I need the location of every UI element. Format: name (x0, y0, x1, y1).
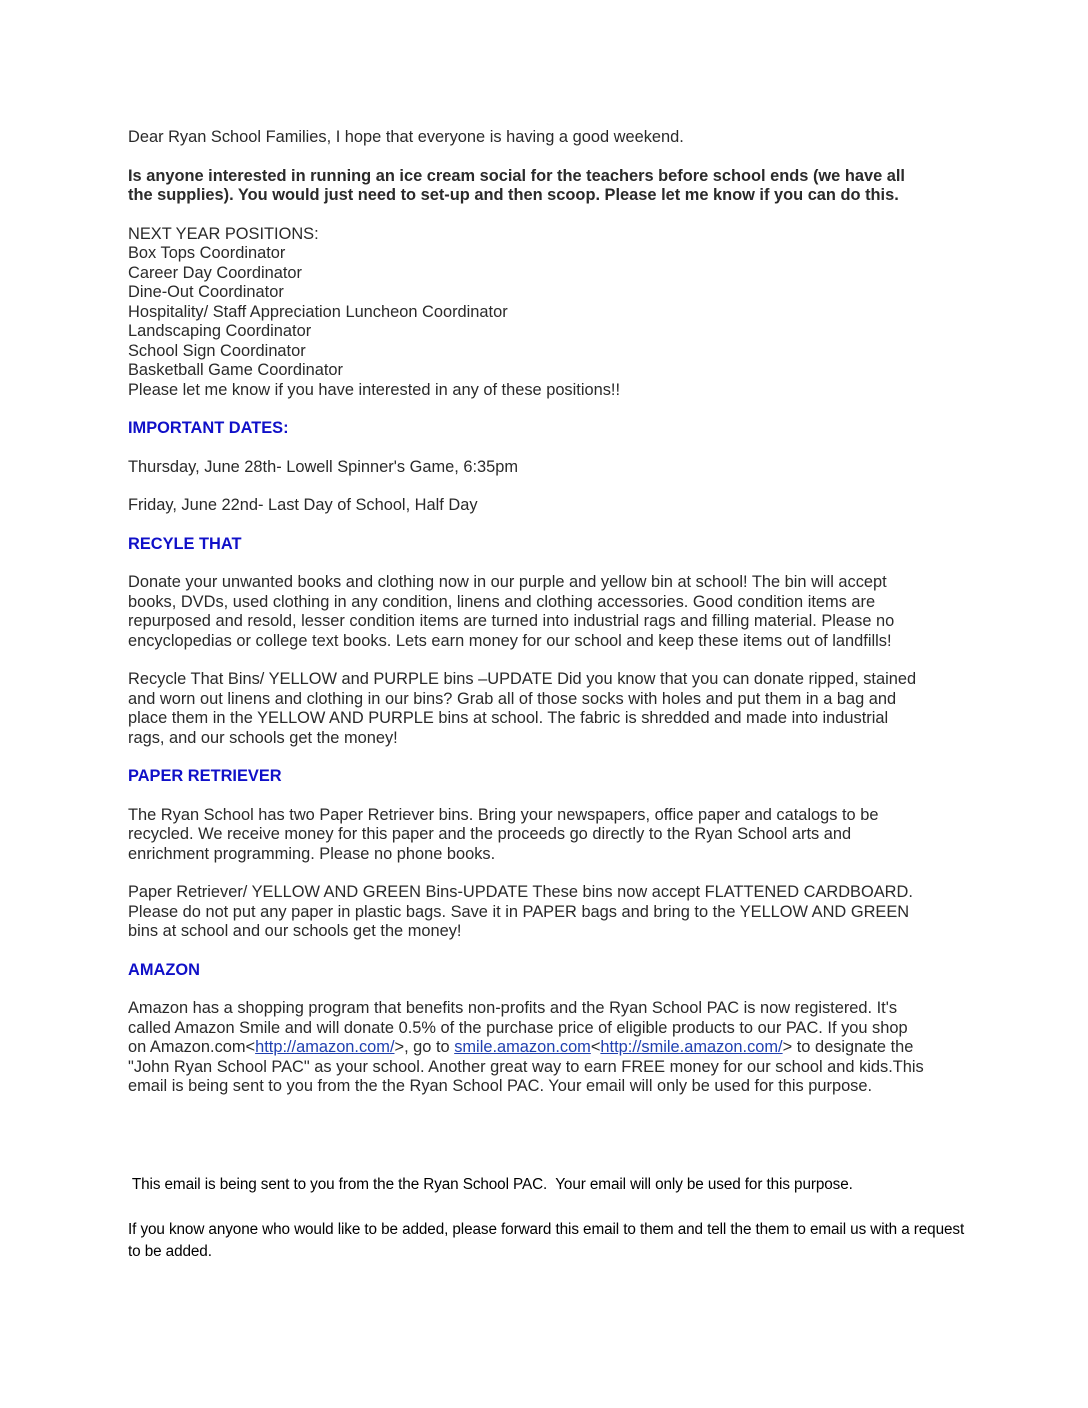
position-item: Career Day Coordinator (128, 263, 302, 282)
smile-amazon-url-link[interactable]: http://smile.amazon.com/ (600, 1038, 783, 1056)
important-dates-heading: IMPORTANT DATES: (128, 419, 289, 437)
amazon-text: >, go to (394, 1038, 455, 1056)
recycle-heading: RECYLE THAT (128, 534, 242, 553)
smile-amazon-link[interactable]: smile.amazon.com (454, 1038, 591, 1056)
footer-add-request: If you know anyone who would like to be added, please forward this email to them and tell the them to email us with a request to be added. (128, 1221, 965, 1260)
amazon-link[interactable]: http://amazon.com/ (255, 1038, 395, 1056)
email-body (128, 128, 928, 1097)
amazon-text: < (590, 1038, 601, 1056)
paper-retriever-update-paragraph: Paper Retriever/ YELLOW AND GREEN Bins-UPDATE These bins now accept FLATTENED CARDBOARD. Please do not put any paper in plastic bags. Save it in PAPER bags and bring to the YELLOW AND GREEN bins at school and our schools get the money! (128, 883, 913, 940)
position-item: Landscaping Coordinator (128, 322, 312, 340)
amazon-paragraph (128, 999, 928, 1097)
position-item: Box Tops Coordinator (128, 244, 286, 262)
position-item: Dine-Out Coordinator (128, 283, 284, 301)
recycle-paragraph: Donate your unwanted books and clothing now in our purple and yellow bin at school! The bin will accept books, DVDs, used clothing in any condition, linens and clothing accessories. Good condition items are repurposed and resold, lesser condition items are turned into industrial rags and filling material. Please no encyclopedias or college text books. Lets earn money for our school and keep these items out of landfills! (128, 573, 895, 650)
recycle-update-paragraph: Recycle That Bins/ YELLOW and PURPLE bins –UPDATE Did you know that you can donate ripped, stained and worn out linens and clothing in our bins? Grab all of those socks with holes and put them in a bag and place them in the YELLOW AND PURPLE bins at school. The fabric is shredded and made into industrial rags, and our schools get the money! (128, 670, 917, 747)
amazon-text: Amazon has a shopping program that benefits non-profits and the Ryan School PAC is now registered. It's called Amazon Smile and will donate 0.5% of the purchase price of eligible products to our PAC. If you shop on Amazon.com< (128, 999, 908, 1056)
paper-retriever-paragraph: The Ryan School has two Paper Retriever bins. Bring your newspapers, office paper and catalogs to be recycled. We receive money for this paper and the proceeds go directly to the Ryan School arts and enrichment programming. Please no phone books. (128, 805, 879, 863)
ice-cream-request: Is anyone interested in running an ice cream social for the teachers before school ends (we have all the supplies). You would just need to set-up and then scoop. Please let me know if you can do this. (128, 166, 905, 204)
positions-title: NEXT YEAR POSITIONS: (128, 224, 319, 243)
position-item: Hospitality/ Staff Appreciation Luncheon Coordinator (128, 302, 508, 321)
amazon-heading: AMAZON (128, 960, 200, 979)
position-item: School Sign Coordinator (128, 341, 306, 360)
positions-section (128, 225, 928, 401)
amazon-text: > to designate the "John Ryan School PAC" as your school. Another great way to earn FREE money for our school and kids.This email is being sent to you from the the Ryan School PAC. Your email will only be used for this purpose. (128, 1038, 924, 1095)
footer-notice: This email is being sent to you from the the Ryan School PAC. Your email will only be used for this purpose. (128, 1176, 853, 1193)
position-item: Basketball Game Coordinator (128, 361, 344, 379)
paper-retriever-heading: PAPER RETRIEVER (128, 767, 282, 785)
date-item: Friday, June 22nd- Last Day of School, Half Day (128, 496, 478, 514)
date-item: Thursday, June 28th- Lowell Spinner's Game, 6:35pm (128, 457, 519, 476)
positions-closing: Please let me know if you have interested in any of these positions!! (128, 380, 620, 399)
greeting: Dear Ryan School Families, I hope that everyone is having a good weekend. (128, 128, 684, 146)
